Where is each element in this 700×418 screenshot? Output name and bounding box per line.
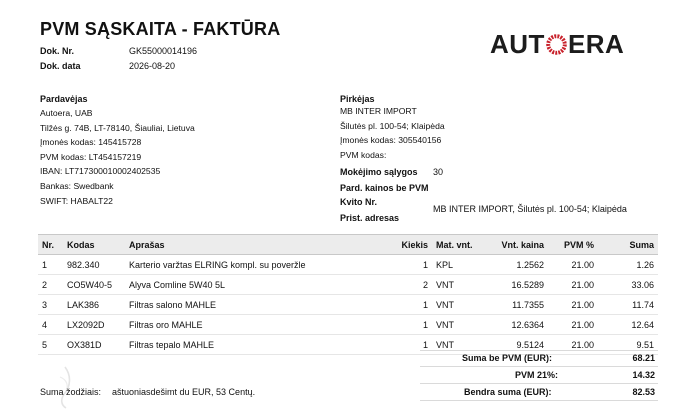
cell-sum: 9.51 [598, 335, 658, 355]
table-row [38, 275, 658, 295]
doc-number-label: Dok. Nr. [40, 46, 75, 56]
column-header-quantity: Kiekis [365, 235, 432, 255]
cell-vat-percent: 21.00 [548, 295, 598, 315]
table-row [38, 295, 658, 315]
cell-vat-percent: 21.00 [548, 335, 598, 355]
cell-unit: VNT [432, 295, 488, 315]
table-row [38, 255, 658, 275]
cell-unit: VNT [432, 275, 488, 295]
doc-date: 2026-08-20 [129, 61, 176, 71]
column-header-unit: Mat. vnt. [432, 235, 488, 255]
receipt-number-value: MB INTER IMPORT, Šilutės pl. 100-54; Klaipėda [433, 204, 627, 214]
cell-vat-percent: 21.00 [548, 275, 598, 295]
cell-description: Alyva Comline 5W40 5L [125, 275, 365, 295]
buyer-company-code: Įmonės kodas: 305540156 [340, 135, 442, 146]
seller-iban: IBAN: LT717300010002402535 [40, 166, 161, 177]
seller-bank: Bankas: Swedbank [40, 180, 114, 191]
price-without-vat-label: Pard. kainos be PVM [340, 183, 429, 193]
cell-quantity: 1 [365, 295, 432, 315]
seller-vat-code: PVM kodas: LT454157219 [40, 151, 142, 162]
table-row [38, 335, 658, 355]
cell-nr: 3 [38, 295, 63, 315]
cell-unit-price: 16.5289 [488, 275, 548, 295]
cell-unit-price: 1.2562 [488, 255, 548, 275]
cell-code: LX2092D [63, 315, 125, 335]
column-header-description: Aprašas [125, 235, 365, 255]
amount-in-words-label: Suma žodžiais: [40, 387, 102, 397]
totals-divider [420, 400, 658, 401]
totals-divider [420, 366, 658, 367]
logo-ring-icon [546, 34, 567, 55]
cell-quantity: 1 [365, 315, 432, 335]
delivery-address-label: Prist. adresas [340, 213, 400, 223]
seller-address: Tilžės g. 74B, LT-78140, Šiauliai, Lietuva [40, 122, 195, 133]
seller-company-code: Įmonės kodas: 145415728 [40, 137, 142, 148]
cell-unit: VNT [432, 315, 488, 335]
cell-nr: 1 [38, 255, 63, 275]
cell-sum: 1.26 [598, 255, 658, 275]
doc-number: GK55000014196 [129, 46, 198, 56]
cell-description: Filtras oro MAHLE [125, 315, 365, 335]
buyer-address: Šilutės pl. 100-54; Klaipėda [340, 120, 445, 131]
seller-block [40, 106, 195, 208]
cell-description: Karterio varžtas ELRING kompl. su poveržle [125, 255, 365, 275]
document-title: PVM SĄSKAITA - FAKTŪRA [40, 19, 281, 39]
table-row [38, 315, 658, 335]
cell-sum: 33.06 [598, 275, 658, 295]
cell-vat-percent: 21.00 [548, 315, 598, 335]
column-header-sum: Suma [598, 235, 658, 255]
buyer-heading: Pirkėjas [340, 94, 375, 104]
amount-in-words-value: aštuoniasdešimt du EUR, 53 Centų. [112, 387, 256, 397]
payment-terms-value: 30 [433, 167, 444, 177]
table-header-row [38, 235, 658, 255]
cell-unit: VNT [432, 335, 488, 355]
buyer-vat-code: PVM kodas: [340, 149, 387, 160]
cell-unit-price: 9.5124 [488, 335, 548, 355]
buyer-name: MB INTER IMPORT [340, 106, 417, 116]
cell-code: LAK386 [63, 295, 125, 315]
logo-text-left: AUT [490, 29, 545, 59]
vat-value: 14.32 [632, 370, 655, 380]
totals-divider [420, 350, 658, 351]
autoera-logo [490, 30, 655, 58]
cell-code: CO5W40-5 [63, 275, 125, 295]
cell-nr: 2 [38, 275, 63, 295]
cell-quantity: 1 [365, 255, 432, 275]
cell-description: Filtras tepalo MAHLE [125, 335, 365, 355]
subtotal-label: Suma be PVM (EUR): [462, 353, 553, 363]
cell-unit-price: 12.6364 [488, 315, 548, 335]
total-label: Bendra suma (EUR): [464, 387, 552, 397]
receipt-number-label: Kvito Nr. [340, 197, 378, 207]
seller-name: Autoera, UAB [40, 108, 93, 118]
totals-divider [420, 383, 658, 384]
column-header-vat-percent: PVM % [548, 235, 598, 255]
buyer-block [340, 104, 445, 162]
cell-sum: 12.64 [598, 315, 658, 335]
seller-heading: Pardavėjas [40, 94, 88, 104]
cell-nr: 4 [38, 315, 63, 335]
doc-date-label: Dok. data [40, 61, 81, 71]
cell-quantity: 1 [365, 335, 432, 355]
column-header-nr: Nr. [38, 235, 63, 255]
total-value: 82.53 [632, 387, 655, 397]
column-header-code: Kodas [63, 235, 125, 255]
cell-vat-percent: 21.00 [548, 255, 598, 275]
seller-swift: SWIFT: HABALT22 [40, 195, 113, 206]
cell-quantity: 2 [365, 275, 432, 295]
cell-unit: KPL [432, 255, 488, 275]
cell-code: OX381D [63, 335, 125, 355]
cell-sum: 11.74 [598, 295, 658, 315]
logo-text-right: ERA [567, 29, 625, 59]
items-table [38, 234, 658, 355]
vat-label: PVM 21%: [515, 370, 559, 380]
subtotal-value: 68.21 [632, 353, 655, 363]
cell-code: 982.340 [63, 255, 125, 275]
cell-unit-price: 11.7355 [488, 295, 548, 315]
payment-terms-label: Mokėjimo sąlygos [340, 167, 418, 177]
cell-nr: 5 [38, 335, 63, 355]
column-header-unit-price: Vnt. kaina [488, 235, 548, 255]
cell-description: Filtras salono MAHLE [125, 295, 365, 315]
